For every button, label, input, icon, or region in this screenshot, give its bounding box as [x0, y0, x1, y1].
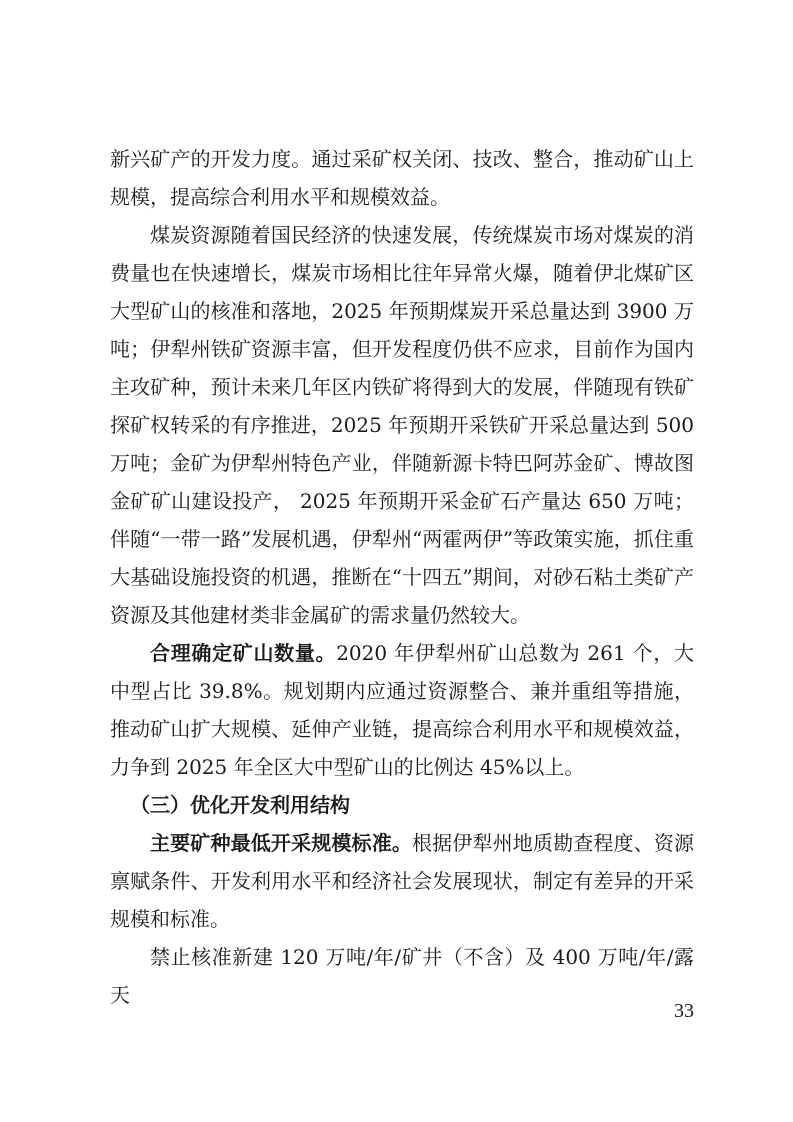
page-number: 33	[674, 1000, 694, 1022]
section-heading: （三）优化开发利用结构	[130, 793, 350, 817]
body-text	[110, 140, 694, 1014]
paragraph-4-lead: 主要矿种最低开采规模标准。	[150, 831, 412, 855]
paragraph-3	[110, 634, 694, 786]
paragraph-4	[110, 824, 694, 938]
paragraph-4-body: 根据伊犁州地质勘查程度、资源禀赋条件、开发利用水平和经济社会发展现状，制定有差异的开采规模和标准。	[110, 831, 694, 931]
paragraph-3-body: 2020 年伊犁州矿山总数为 261 个，大中型占比 39.8%。规划期内应通过资源整合、兼并重组等措施，推动矿山扩大规模、延伸产业链，提高综合利用水平和规模效益，力争到 2025 年全区大中型矿山的比例达 45%以上。	[110, 641, 694, 779]
paragraph-2: 煤炭资源随着国民经济的快速发展，传统煤炭市场对煤炭的消费量也在快速增长，煤炭市场相比往年异常火爆，随着伊北煤矿区大型矿山的核准和落地，2025 年预期煤炭开采总量达到 3900 万吨；伊犁州铁矿资源丰富，但开发程度仍供不应求，目前作为国内主攻矿种，预计未来几年区内铁矿将得到大的发展，伴随现有铁矿探矿权转采的有序推进，2025 年预期开采铁矿开采总量达到 500 万吨；金矿为伊犁州特色产业，伴随新源卡特巴阿苏金矿、博故图金矿矿山建设投产， 2025 年预期开采金矿石产量达 650 万吨；伴随“一带一路”发展机遇，伊犁州“两霍两伊”等政策实施，抓住重大基础设施投资的机遇，推断在“十四五”期间，对砂石粘土类矿产资源及其他建材类非金属矿的需求量仍然较大。	[110, 223, 694, 627]
paragraph-3-lead: 合理确定矿山数量。	[150, 641, 337, 665]
paragraph-1: 新兴矿产的开发力度。通过采矿权关闭、技改、整合，推动矿山上规模，提高综合利用水平和规模效益。	[110, 147, 694, 209]
paragraph-5: 禁止核准新建 120 万吨/年/矿井（不含）及 400 万吨/年/露天	[110, 945, 694, 1007]
